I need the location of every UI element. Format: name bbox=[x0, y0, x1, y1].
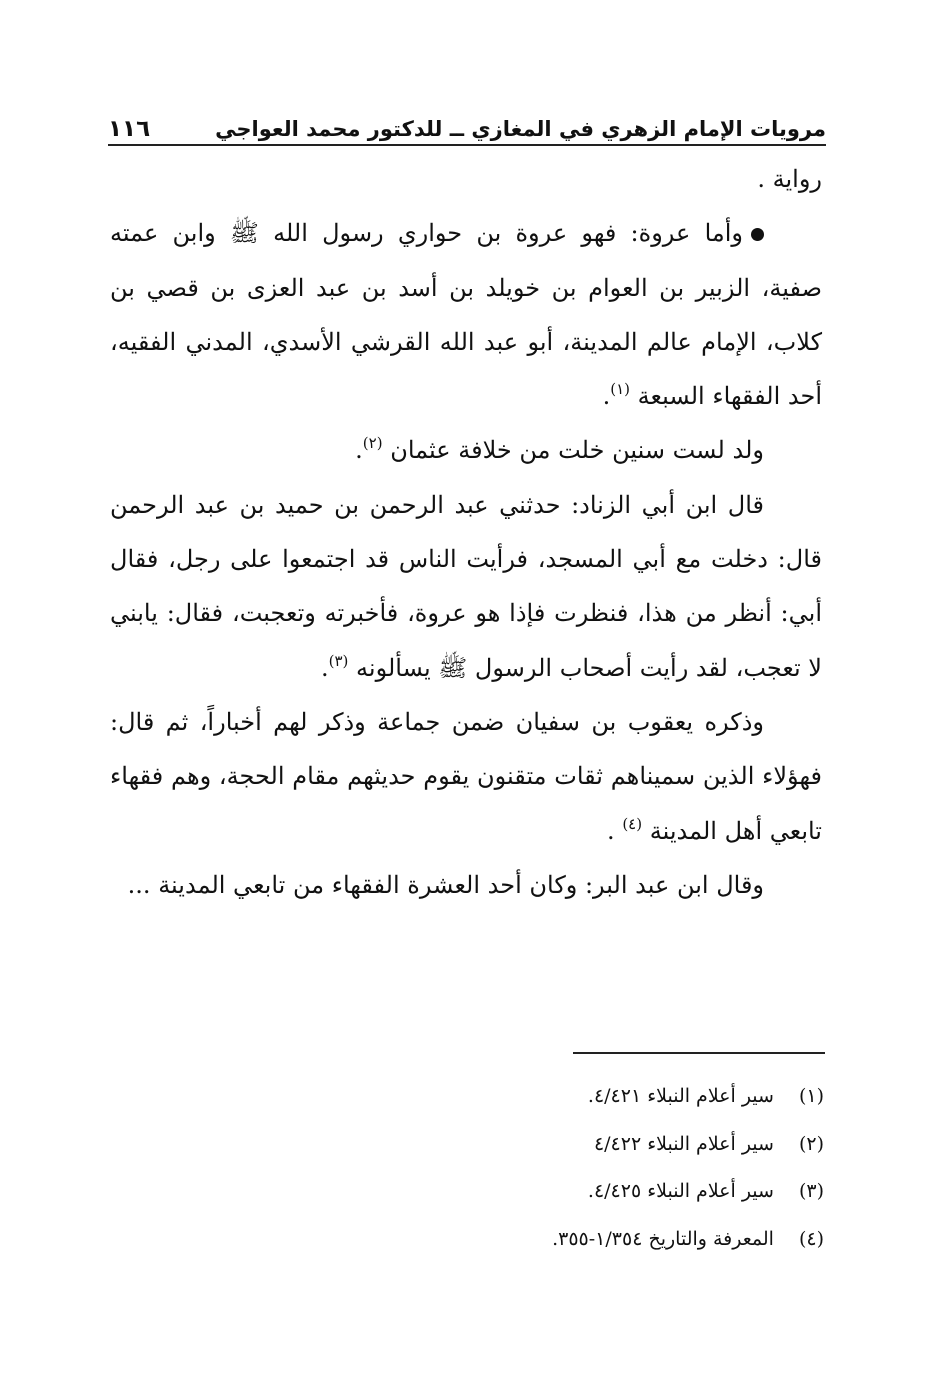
body-text bbox=[110, 152, 822, 912]
paragraph-yaqub bbox=[110, 695, 822, 858]
footnote-ref[interactable]: (١) bbox=[610, 380, 630, 399]
footnote-text: سير أعلام النبلاء ٤/٤٢٢ bbox=[593, 1132, 774, 1155]
footnote-text: سير أعلام النبلاء ٤/٤٢٥. bbox=[587, 1180, 774, 1202]
paragraph-urwa bbox=[110, 206, 822, 423]
paragraph-text: وقال ابن عبد البر: وكان أحد العشرة الفقهاء من تابعي المدينة ... bbox=[127, 870, 764, 899]
paragraph-text: قال ابن أبي الزناد: حدثني عبد الرحمن بن حميد بن عبد الرحمن قال: دخلت مع أبي المسجد، فرأيت الناس قد اجتمعوا على رجل، فقال أبي: أنظر من هذا، فنظرت فإذا هو عروة، فأخبرته وتعجبت، فقال: يابني لا تعجب، لقد رأيت أصحاب الرسول ﷺ يسألونه bbox=[110, 490, 822, 682]
paragraph-end: . bbox=[320, 653, 329, 682]
page-number: ١١٦ bbox=[108, 116, 151, 142]
footnote-item bbox=[300, 1216, 824, 1264]
footnote-rule bbox=[573, 1052, 825, 1054]
paragraph-text: وأما عروة: فهو عروة بن حواري رسول الله ﷺ وابن عمته صفية، الزبير بن العوام بن خويلد بن أسد بن عبد العزى بن قصي بن كلاب، الإمام عالم المدينة، أبو عبد الله القرشي الأسدي، المدني الفقيه، أحد الفقهاء السبعة bbox=[110, 219, 823, 411]
footnotes bbox=[300, 1073, 824, 1263]
header-title: مرويات الإمام الزهري في المغازي ــ للدكتور محمد العواجي bbox=[215, 117, 826, 141]
header-rule bbox=[108, 144, 826, 146]
paragraph-narration bbox=[110, 478, 822, 695]
footnote-item bbox=[300, 1168, 824, 1216]
footnote-ref[interactable]: (٣) bbox=[328, 651, 349, 670]
paragraph-text: رواية . bbox=[757, 165, 822, 193]
footnote-number: (٣) bbox=[798, 1180, 824, 1202]
paragraph-text: وذكره يعقوب بن سفيان ضمن جماعة وذكر لهم أخباراً، ثم قال: فهؤلاء الذين سميناهم ثقات متقنون يقوم حديثهم مقام الحجة، وهم فقهاء تابعي أهل المدينة bbox=[110, 707, 822, 845]
paragraph-end: . bbox=[355, 436, 363, 465]
footnote-ref[interactable]: (٢) bbox=[362, 434, 383, 453]
bullet-icon bbox=[751, 228, 764, 241]
footnote-text: سير أعلام النبلاء ٤/٤٢١. bbox=[587, 1085, 774, 1107]
footnote-item bbox=[300, 1121, 824, 1169]
footnote-number: (٢) bbox=[798, 1132, 824, 1155]
footnote-number: (١) bbox=[798, 1085, 824, 1107]
footnote-number: (٤) bbox=[798, 1227, 824, 1250]
paragraph-ibn-abd-albarr bbox=[110, 858, 822, 912]
paragraph-end: . bbox=[607, 816, 623, 845]
paragraph-text: ولد لست سنين خلت من خلافة عثمان bbox=[390, 436, 764, 465]
paragraph-continuation bbox=[110, 152, 822, 206]
footnote-ref[interactable]: (٤) bbox=[622, 814, 643, 833]
running-header bbox=[108, 104, 826, 144]
paragraph-birth bbox=[110, 423, 822, 477]
footnote-item bbox=[300, 1073, 824, 1121]
paragraph-end: . bbox=[602, 382, 611, 411]
footnote-text: المعرفة والتاريخ ١/٣٥٤-٣٥٥. bbox=[552, 1227, 774, 1250]
